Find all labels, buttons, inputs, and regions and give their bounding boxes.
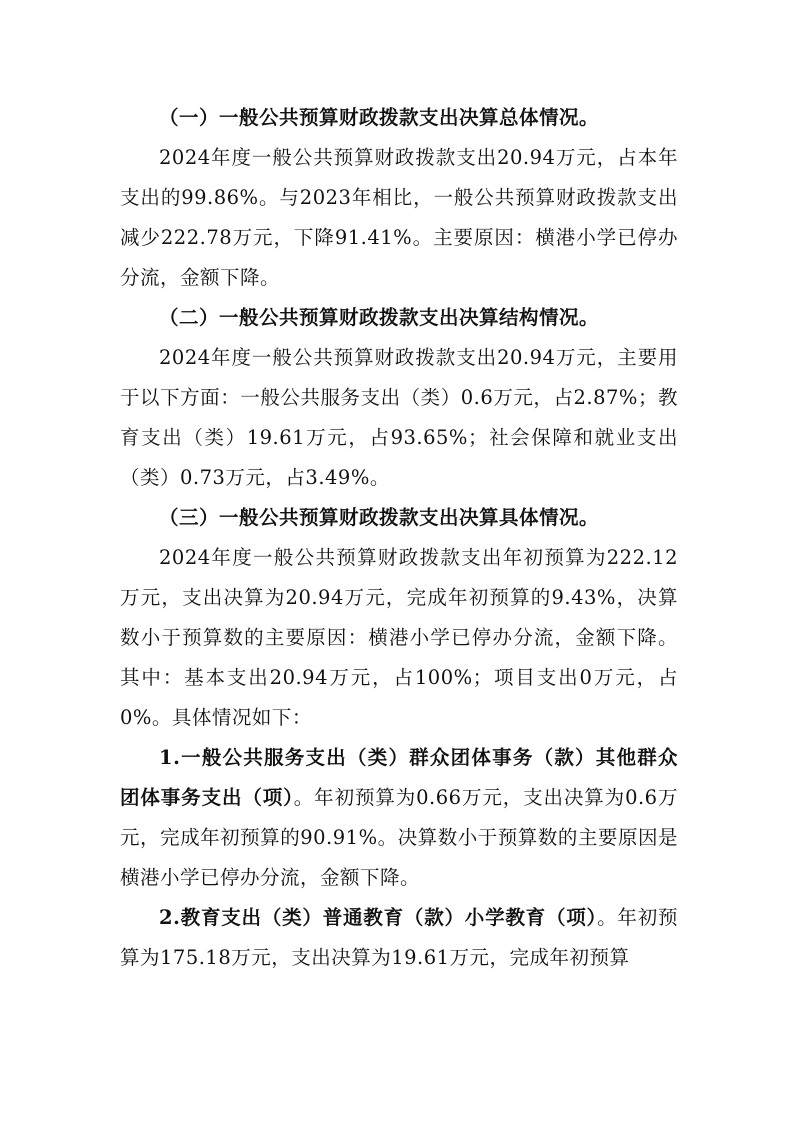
section-2-paragraph: 2024年度一般公共预算财政拨款支出20.94万元，主要用于以下方面：一般公共服务支出（类）0.6万元，占2.87%；教育支出（类）19.61万元，占93.65%；社会保障和就业支出（类）0.73万元，占3.49%。 [120, 346, 678, 489]
item-2-lead: 2.教育支出（类）普通教育（款）小学教育（项） [159, 906, 598, 929]
section-heading-1: （一）一般公共预算财政拨款支出决算总体情况。 [159, 106, 600, 129]
item-1-paragraph [120, 738, 678, 898]
section-3-paragraph: 2024年度一般公共预算财政拨款支出年初预算为222.12万元，支出决算为20.94万元，完成年初预算的9.43%，决算数小于预算数的主要原因：横港小学已停办分流，金额下降。其中：基本支出20.94万元，占100%；项目支出0万元，占0%。具体情况如下： [120, 546, 678, 729]
item-1-lead: 1.一般公共服务支出（类）群众团体事务（款）其他群众团体事务支出（项） [120, 746, 678, 809]
section-heading-3: （三）一般公共预算财政拨款支出决算具体情况。 [159, 506, 600, 529]
item-2-paragraph [120, 898, 678, 978]
section-heading-2: （二）一般公共预算财政拨款支出决算结构情况。 [159, 306, 600, 329]
section-1-paragraph: 2024年度一般公共预算财政拨款支出20.94万元，占本年支出的99.86%。与2023年相比，一般公共预算财政拨款支出减少222.78万元，下降91.41%。主要原因：横港小学已停办分流，金额下降。 [120, 146, 678, 289]
item-1-body: 。年初预算为0.66万元，支出决算为0.6万元，完成年初预算的90.91%。决算数小于预算数的主要原因是横港小学已停办分流，金额下降。 [120, 786, 678, 889]
item-2-body: 。年初预算为175.18万元，支出决算为19.61万元，完成年初预算 [120, 906, 678, 969]
document-body [120, 98, 678, 978]
